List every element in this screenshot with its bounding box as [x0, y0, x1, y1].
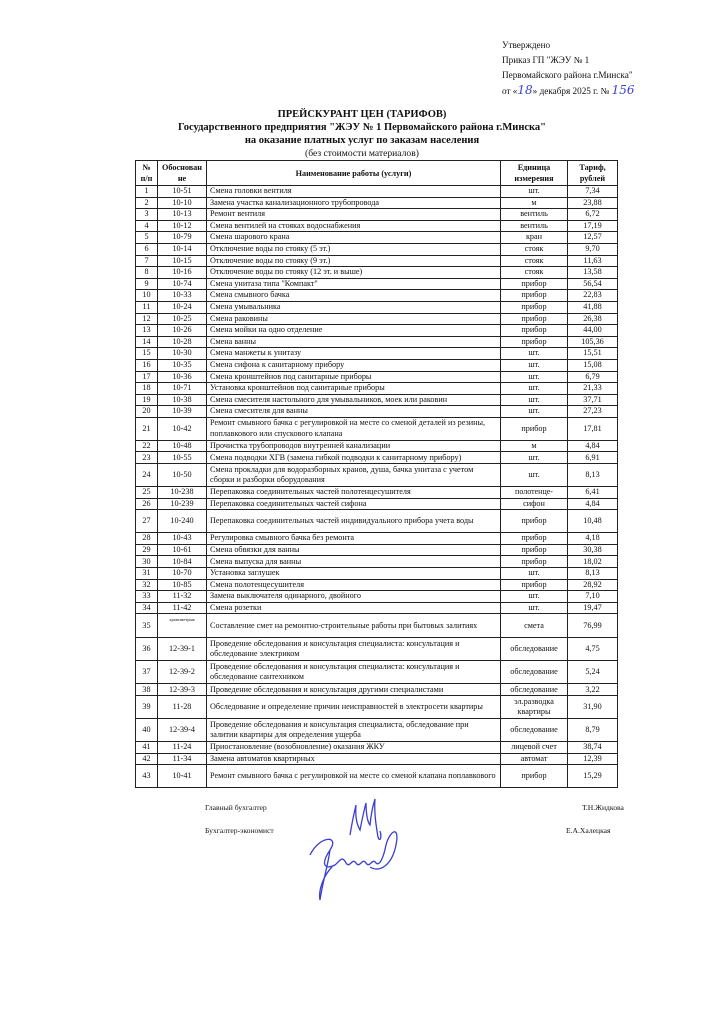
row-unit: м [501, 197, 568, 209]
row-tariff: 37,71 [568, 394, 618, 406]
row-unit: стояк [501, 255, 568, 267]
table-row [136, 301, 618, 313]
table-row [136, 267, 618, 279]
row-unit: прибор [501, 510, 568, 533]
row-tariff: 17,19 [568, 220, 618, 232]
row-unit: стояк [501, 267, 568, 279]
row-unit: прибор [501, 556, 568, 568]
row-basis: 10-35 [158, 359, 207, 371]
row-number: 18 [136, 383, 158, 395]
row-unit: шт. [501, 186, 568, 198]
row-service-name: Смена мойки на одно отделение [207, 325, 501, 337]
row-service-name: Проведение обследования и консультация специалиста, обследование при залитии квартиры для определения ущерба [207, 719, 501, 742]
row-basis: 12-39-1 [158, 638, 207, 661]
row-service-name: Смена сифона к санитарному прибору [207, 359, 501, 371]
row-basis: 11-28 [158, 696, 207, 719]
row-service-name: Прочистка трубопроводов внутренней канализации [207, 440, 501, 452]
row-unit: шт. [501, 568, 568, 580]
row-unit: шт. [501, 452, 568, 464]
row-number: 26 [136, 498, 158, 510]
row-tariff: 6,79 [568, 371, 618, 383]
title-line-4: (без стоимости материалов) [305, 148, 419, 159]
row-basis: 10-55 [158, 452, 207, 464]
row-number: 39 [136, 696, 158, 719]
row-unit [501, 487, 568, 499]
row-service-name: Смена кронштейнов под санитарные приборы [207, 371, 501, 383]
row-tariff: 30,38 [568, 544, 618, 556]
approval-line-1: Утверждено [502, 40, 551, 50]
table-row [136, 394, 618, 406]
table-row [136, 232, 618, 244]
header-tariff: Тариф, рублей [568, 161, 618, 186]
row-basis: 10-240 [158, 510, 207, 533]
row-basis: 10-41 [158, 765, 207, 788]
header-name: Наименование работы (услуги) [207, 161, 501, 186]
row-unit: прибор [501, 765, 568, 788]
row-number: 14 [136, 336, 158, 348]
table-row [136, 359, 618, 371]
row-unit: кран [501, 232, 568, 244]
row-unit: шт. [501, 383, 568, 395]
row-service-name: Смена прокладки для водоразборных кранов, душа, бачка унитаза с учетом сборки и разборки оборудования [207, 464, 501, 487]
title-line-1: ПРЕЙСКУРАНТ ЦЕН (ТАРИФОВ) [277, 109, 447, 120]
economist-name: Е.А.Халецкая [566, 826, 611, 835]
table-row [136, 614, 618, 638]
table-row [136, 684, 618, 696]
table-row [136, 696, 618, 719]
row-basis: 10-15 [158, 255, 207, 267]
row-basis: 10-38 [158, 394, 207, 406]
row-unit: сифон [501, 498, 568, 510]
row-number: 20 [136, 406, 158, 418]
row-tariff: 8,13 [568, 568, 618, 580]
row-service-name: Смена ванны [207, 336, 501, 348]
handwritten-signatures [300, 795, 420, 905]
row-number: 21 [136, 417, 158, 440]
row-basis: 11-32 [158, 591, 207, 603]
row-number: 40 [136, 719, 158, 742]
row-service-name: Перепаковка соединительных частей индивидуального прибора учета воды [207, 510, 501, 533]
table-row [136, 336, 618, 348]
row-service-name: Ремонт смывного бачка с регулировкой на месте со сменой клапана поплавкового [207, 765, 501, 788]
row-service-name: Отключение воды по стояку (5 эт.) [207, 243, 501, 255]
row-basis: 10-36 [158, 371, 207, 383]
row-service-name: Смена смесителя для ванны [207, 406, 501, 418]
row-unit: стояк [501, 243, 568, 255]
row-basis: 10-12 [158, 220, 207, 232]
row-basis: 10-48 [158, 440, 207, 452]
row-basis: 10-26 [158, 325, 207, 337]
row-number: 38 [136, 684, 158, 696]
row-service-name: Смена вентилей на стояках водоснабжения [207, 220, 501, 232]
table-row [136, 544, 618, 556]
row-service-name: Отключение воды по стояку (12 эт. и выше) [207, 267, 501, 279]
row-number: 7 [136, 255, 158, 267]
row-service-name: Регулировка смывного бачка без ремонта [207, 533, 501, 545]
row-tariff: 9,70 [568, 243, 618, 255]
row-tariff: 28,92 [568, 579, 618, 591]
row-tariff: 8,13 [568, 464, 618, 487]
row-number: 31 [136, 568, 158, 580]
table-row [136, 371, 618, 383]
row-service-name: Замена автоматов квартирных [207, 753, 501, 765]
row-tariff: 38,74 [568, 742, 618, 754]
row-tariff: 44,00 [568, 325, 618, 337]
table-row [136, 765, 618, 788]
row-tariff: 12,39 [568, 753, 618, 765]
table-row [136, 186, 618, 198]
row-tariff: 27,23 [568, 406, 618, 418]
row-number: 19 [136, 394, 158, 406]
table-row [136, 313, 618, 325]
row-unit: шт. [501, 464, 568, 487]
row-unit: шт. [501, 348, 568, 360]
row-service-name: Ремонт смывного бачка с регулировкой на месте со сменой деталей из резины, поплавкового или спускового клапана [207, 417, 501, 440]
row-basis: 10-14 [158, 243, 207, 255]
row-number: 29 [136, 544, 158, 556]
row-basis: 11-42 [158, 602, 207, 614]
row-tariff: 23,88 [568, 197, 618, 209]
table-row [136, 290, 618, 302]
row-basis: хронометраж [158, 614, 207, 638]
row-basis: 10-71 [158, 383, 207, 395]
row-tariff: 10,48 [568, 510, 618, 533]
row-service-name: Смена манжеты к унитазу [207, 348, 501, 360]
row-tariff: 4,84 [568, 498, 618, 510]
title-line-2: Государственного предприятия "ЖЭУ № 1 Первомайского района г.Минска" [177, 122, 547, 133]
row-tariff: 15,51 [568, 348, 618, 360]
row-unit: обследование [501, 684, 568, 696]
row-basis: 10-30 [158, 348, 207, 360]
table-row [136, 383, 618, 395]
row-number: 28 [136, 533, 158, 545]
table-row [136, 255, 618, 267]
row-number: 23 [136, 452, 158, 464]
row-service-name: Смена раковины [207, 313, 501, 325]
table-row [136, 510, 618, 533]
approval-date-line [502, 83, 634, 99]
row-number: 12 [136, 313, 158, 325]
row-tariff: 6,91 [568, 452, 618, 464]
row-tariff: 15,29 [568, 765, 618, 788]
approval-line-3: Первомайского района г.Минска" [502, 70, 633, 80]
row-service-name: Отключение воды по стояку (9 эт.) [207, 255, 501, 267]
row-number: 36 [136, 638, 158, 661]
row-tariff: 8,79 [568, 719, 618, 742]
row-basis: 10-238 [158, 487, 207, 499]
row-service-name: Смена смесителя настольного для умывальников, моек или раковин [207, 394, 501, 406]
row-basis: 10-39 [158, 406, 207, 418]
table-row [136, 220, 618, 232]
row-number: 4 [136, 220, 158, 232]
row-basis: 10-85 [158, 579, 207, 591]
row-basis: 12-39-4 [158, 719, 207, 742]
row-number: 1 [136, 186, 158, 198]
row-number: 2 [136, 197, 158, 209]
row-service-name: Смена подводки ХГВ (замена гибкой подводки к санитарному прибору) [207, 452, 501, 464]
row-service-name: Смена розетки [207, 602, 501, 614]
row-unit: прибор [501, 579, 568, 591]
row-number: 27 [136, 510, 158, 533]
row-basis: 10-28 [158, 336, 207, 348]
table-row [136, 440, 618, 452]
row-basis: 10-51 [158, 186, 207, 198]
row-number: 34 [136, 602, 158, 614]
table-row [136, 568, 618, 580]
row-unit: прибор [501, 290, 568, 302]
row-number: 17 [136, 371, 158, 383]
row-service-name: Смена обвязки для ванны [207, 544, 501, 556]
row-tariff: 76,99 [568, 614, 618, 638]
chief-accountant-title: Главный бухгалтер [205, 803, 267, 812]
table-row [136, 348, 618, 360]
row-service-name: Смена шарового крана [207, 232, 501, 244]
row-unit: автомат [501, 753, 568, 765]
row-unit: прибор [501, 313, 568, 325]
row-number: 22 [136, 440, 158, 452]
table-row [136, 533, 618, 545]
row-number: 5 [136, 232, 158, 244]
row-service-name: Смена головки вентиля [207, 186, 501, 198]
row-number: 11 [136, 301, 158, 313]
table-row [136, 591, 618, 603]
row-service-name: Смена выпуска для ванны [207, 556, 501, 568]
row-unit: обследование [501, 661, 568, 684]
row-service-name: Смена унитаза типа "Компакт" [207, 278, 501, 290]
table-row [136, 742, 618, 754]
table-row [136, 197, 618, 209]
row-service-name: Смена умывальника [207, 301, 501, 313]
row-number: 13 [136, 325, 158, 337]
handwritten-day: 18 [517, 83, 533, 97]
row-basis: 10-239 [158, 498, 207, 510]
row-unit: шт. [501, 406, 568, 418]
row-basis: 10-25 [158, 313, 207, 325]
table-row [136, 556, 618, 568]
row-tariff: 56,54 [568, 278, 618, 290]
row-unit: смета [501, 614, 568, 638]
date-prefix: от « [502, 86, 518, 96]
table-row [136, 753, 618, 765]
table-row [136, 487, 618, 499]
price-table [135, 160, 618, 788]
signature-chief [350, 799, 381, 839]
table-row [136, 325, 618, 337]
row-unit: шт. [501, 591, 568, 603]
row-unit: прибор [501, 278, 568, 290]
row-service-name: Замена выключателя одинарного, двойного [207, 591, 501, 603]
table-row [136, 406, 618, 418]
row-unit: прибор [501, 417, 568, 440]
date-mid: » декабря 2025 г. № [532, 86, 610, 96]
row-service-name: Проведение обследования и консультация специалиста: консультация и обследование электриком [207, 638, 501, 661]
row-service-name: Смена полотенцесушителя [207, 579, 501, 591]
row-tariff: 5,24 [568, 661, 618, 684]
row-unit: обследование [501, 719, 568, 742]
row-basis: 11-34 [158, 753, 207, 765]
row-tariff: 18,02 [568, 556, 618, 568]
table-row [136, 209, 618, 221]
table-row [136, 661, 618, 684]
row-service-name: Перепаковка соединительных частей сифона [207, 498, 501, 510]
row-service-name: Приостановление (возобновление) оказания ЖКУ [207, 742, 501, 754]
approval-block [502, 38, 634, 99]
table-row [136, 243, 618, 255]
row-basis: 10-50 [158, 464, 207, 487]
row-tariff: 17,81 [568, 417, 618, 440]
row-number: 16 [136, 359, 158, 371]
row-service-name: Составление смет на ремонтно-строительные работы при бытовых залитиях [207, 614, 501, 638]
row-unit: прибор [501, 544, 568, 556]
economist-title: Бухгалтер-экономист [205, 826, 274, 835]
table-row [136, 719, 618, 742]
row-tariff: 21,33 [568, 383, 618, 395]
row-number: 37 [136, 661, 158, 684]
row-unit: шт. [501, 602, 568, 614]
row-unit: эл.разводка квартиры [501, 696, 568, 719]
row-tariff: 3,22 [568, 684, 618, 696]
table-row [136, 602, 618, 614]
header-basis: Обоснован не [158, 161, 207, 186]
row-number: 30 [136, 556, 158, 568]
row-service-name: Установка кронштейнов под санитарные приборы [207, 383, 501, 395]
row-service-name: Обследование и определение причин неисправностей в электросети квартиры [207, 696, 501, 719]
row-number: 3 [136, 209, 158, 221]
header-unit: Единица измерения [501, 161, 568, 186]
row-basis: 12-39-3 [158, 684, 207, 696]
chief-accountant-name: Т.Н.Жидкова [582, 803, 624, 812]
row-tariff: 26,38 [568, 313, 618, 325]
row-tariff: 4,75 [568, 638, 618, 661]
row-basis: 10-70 [158, 568, 207, 580]
table-row [136, 417, 618, 440]
row-service-name: Перепаковка соединительных частей полотенцесушителя [207, 487, 501, 499]
row-number: 8 [136, 267, 158, 279]
row-unit: прибор [501, 301, 568, 313]
row-basis: 10-13 [158, 209, 207, 221]
row-unit: вентиль [501, 209, 568, 221]
row-basis: 10-74 [158, 278, 207, 290]
row-basis: 10-84 [158, 556, 207, 568]
row-basis: 10-43 [158, 533, 207, 545]
row-basis: 10-42 [158, 417, 207, 440]
row-unit: прибор [501, 336, 568, 348]
table-row [136, 452, 618, 464]
row-number: 42 [136, 753, 158, 765]
row-tariff: 15,08 [568, 359, 618, 371]
row-basis: 10-79 [158, 232, 207, 244]
row-number: 6 [136, 243, 158, 255]
table-row [136, 464, 618, 487]
table-body [136, 186, 618, 788]
row-tariff: 4,18 [568, 533, 618, 545]
row-unit: шт. [501, 371, 568, 383]
row-tariff: 7,34 [568, 186, 618, 198]
row-service-name: Проведение обследования и консультация специалиста: консультация и обследование сантехником [207, 661, 501, 684]
row-unit: лицевой счет [501, 742, 568, 754]
row-service-name: Установка заглушек [207, 568, 501, 580]
row-tariff: 11,63 [568, 255, 618, 267]
table-row [136, 278, 618, 290]
row-number: 10 [136, 290, 158, 302]
row-tariff: 41,88 [568, 301, 618, 313]
row-unit: прибор [501, 325, 568, 337]
row-number: 35 [136, 614, 158, 638]
approval-line-2: Приказ ГП "ЖЭУ № 1 [502, 55, 590, 65]
row-basis: 10-61 [158, 544, 207, 556]
row-basis: 10-24 [158, 301, 207, 313]
row-tariff: 4,84 [568, 440, 618, 452]
header-num: № п/п [136, 161, 158, 186]
row-tariff: 19,47 [568, 602, 618, 614]
row-tariff: 22,83 [568, 290, 618, 302]
row-tariff: 7,10 [568, 591, 618, 603]
row-tariff: 6,41 [568, 487, 618, 499]
row-basis: 10-33 [158, 290, 207, 302]
table-row [136, 638, 618, 661]
row-tariff: 105,36 [568, 336, 618, 348]
row-service-name: Замена участка канализационного трубопровода [207, 197, 501, 209]
row-unit: шт. [501, 394, 568, 406]
handwritten-order-number: 156 [611, 83, 635, 97]
row-number: 25 [136, 487, 158, 499]
row-unit: обследование [501, 638, 568, 661]
row-tariff: 13,58 [568, 267, 618, 279]
row-service-name: Ремонт вентиля [207, 209, 501, 221]
table-header-row [136, 161, 618, 186]
row-number: 33 [136, 591, 158, 603]
row-basis: 11-24 [158, 742, 207, 754]
row-tariff: 12,57 [568, 232, 618, 244]
row-number: 43 [136, 765, 158, 788]
signature-economist [310, 832, 397, 900]
row-number: 41 [136, 742, 158, 754]
row-tariff: 31,90 [568, 696, 618, 719]
row-service-name: Смена смывного бачка [207, 290, 501, 302]
row-number: 15 [136, 348, 158, 360]
row-unit: прибор [501, 533, 568, 545]
row-basis: 10-16 [158, 267, 207, 279]
row-unit: вентиль [501, 220, 568, 232]
row-basis: 10-10 [158, 197, 207, 209]
row-unit: шт. [501, 359, 568, 371]
row-tariff: 6,72 [568, 209, 618, 221]
row-unit: м [501, 440, 568, 452]
row-number: 9 [136, 278, 158, 290]
table-row [136, 579, 618, 591]
row-number: 32 [136, 579, 158, 591]
title-line-3: на оказание платных услуг по заказам населения [244, 135, 480, 146]
row-number: 24 [136, 464, 158, 487]
document-title [0, 108, 724, 160]
row-basis: 12-39-2 [158, 661, 207, 684]
table-row [136, 498, 618, 510]
row-service-name: Проведение обследования и консультация другими специалистами [207, 684, 501, 696]
row-unit-text: полотенце- [515, 487, 553, 497]
